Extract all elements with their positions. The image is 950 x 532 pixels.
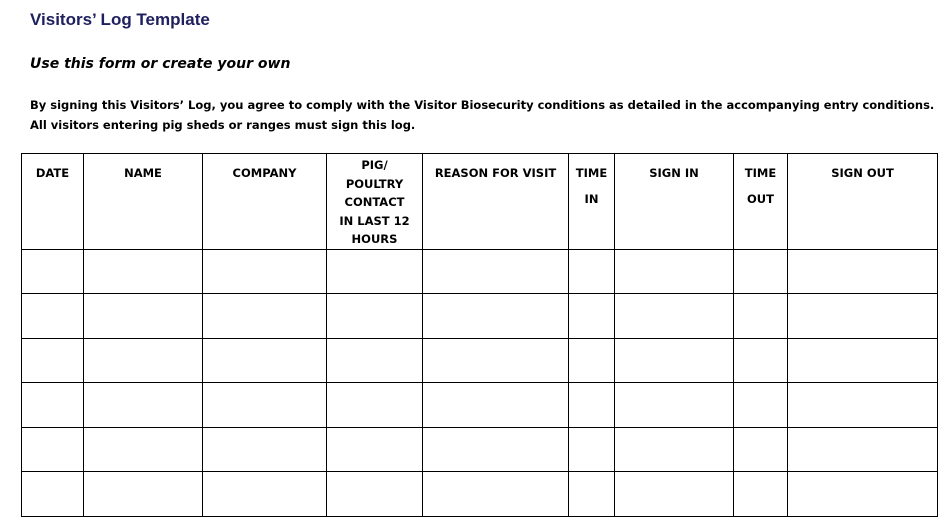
cell-time-out[interactable] [734,383,788,428]
column-header-name [84,154,203,250]
cell-sign-out[interactable] [788,249,938,294]
log-rows [22,249,938,516]
header-line: PIG/ [361,158,388,172]
cell-reason-for-visit[interactable] [423,249,569,294]
header-label: DATE [35,166,70,180]
cell-sign-in[interactable] [615,383,734,428]
cell-pig-poultry-contact[interactable] [327,472,423,517]
cell-pig-poultry-contact[interactable] [327,383,423,428]
cell-time-out[interactable] [734,249,788,294]
cell-sign-out[interactable] [788,338,938,383]
cell-pig-poultry-contact[interactable] [327,294,423,339]
column-header-sign-out [788,154,938,250]
cell-pig-poultry-contact[interactable] [327,427,423,472]
cell-time-out[interactable] [734,472,788,517]
cell-date[interactable] [22,338,84,383]
cell-reason-for-visit[interactable] [423,338,569,383]
header-label [569,154,614,212]
header-line: TIME [575,166,608,180]
intro-line: All visitors entering pig sheds or ranges must sign this log. [30,118,416,132]
cell-sign-in[interactable] [615,249,734,294]
table-row [22,338,938,383]
cell-pig-poultry-contact[interactable] [327,338,423,383]
cell-sign-out[interactable] [788,472,938,517]
table-row [22,383,938,428]
cell-time-in[interactable] [569,472,615,517]
header-label: SIGN IN [649,166,699,180]
document-subtitle: Use this form or create your own [30,56,291,72]
cell-reason-for-visit[interactable] [423,383,569,428]
header-label: COMPANY [232,166,297,180]
intro-line: By signing this Visitors’ Log, you agree to comply with the Visitor Biosecurity conditions as detailed in the accompanying entry conditions. [30,98,935,112]
document-title: Visitors’ Log Template [30,10,210,29]
cell-date[interactable] [22,427,84,472]
column-header-pig-poultry-contact [327,154,423,250]
cell-company[interactable] [203,383,327,428]
cell-time-out[interactable] [734,427,788,472]
header-line: CONTACT [344,195,405,209]
cell-time-in[interactable] [569,338,615,383]
cell-company[interactable] [203,338,327,383]
header-line: HOURS [351,232,398,246]
header-label [734,154,787,212]
cell-company[interactable] [203,294,327,339]
cell-reason-for-visit[interactable] [423,294,569,339]
table-row [22,294,938,339]
cell-date[interactable] [22,472,84,517]
cell-time-in[interactable] [569,427,615,472]
cell-name[interactable] [84,472,203,517]
cell-time-in[interactable] [569,294,615,339]
header-line: OUT [747,192,774,206]
cell-reason-for-visit[interactable] [423,472,569,517]
cell-sign-in[interactable] [615,472,734,517]
cell-date[interactable] [22,383,84,428]
cell-sign-out[interactable] [788,294,938,339]
cell-sign-in[interactable] [615,294,734,339]
cell-sign-out[interactable] [788,427,938,472]
header-label: SIGN OUT [831,166,894,180]
cell-time-in[interactable] [569,249,615,294]
visitors-log-table [21,153,938,517]
cell-time-out[interactable] [734,294,788,339]
cell-sign-out[interactable] [788,383,938,428]
cell-name[interactable] [84,427,203,472]
header-label [327,154,422,249]
header-line: POULTRY [345,176,404,191]
cell-date[interactable] [22,249,84,294]
intro-text [30,95,934,135]
column-header-company [203,154,327,250]
column-header-time-out [734,154,788,250]
header-label: NAME [124,166,162,180]
table-row [22,427,938,472]
header-row [22,154,938,250]
column-header-sign-in [615,154,734,250]
header-line: IN [584,192,599,206]
column-header-date [22,154,84,250]
cell-company[interactable] [203,249,327,294]
header-line: IN LAST 12 [339,213,410,228]
cell-company[interactable] [203,427,327,472]
cell-company[interactable] [203,472,327,517]
column-header-time-in [569,154,615,250]
cell-name[interactable] [84,249,203,294]
cell-name[interactable] [84,338,203,383]
header-line: TIME [744,166,777,180]
cell-name[interactable] [84,383,203,428]
table-row [22,249,938,294]
cell-time-in[interactable] [569,383,615,428]
table-row [22,472,938,517]
header-label: REASON FOR VISIT [434,166,557,180]
cell-sign-in[interactable] [615,338,734,383]
cell-time-out[interactable] [734,338,788,383]
cell-pig-poultry-contact[interactable] [327,249,423,294]
cell-reason-for-visit[interactable] [423,427,569,472]
column-header-reason-for-visit [423,154,569,250]
cell-date[interactable] [22,294,84,339]
cell-name[interactable] [84,294,203,339]
cell-sign-in[interactable] [615,427,734,472]
